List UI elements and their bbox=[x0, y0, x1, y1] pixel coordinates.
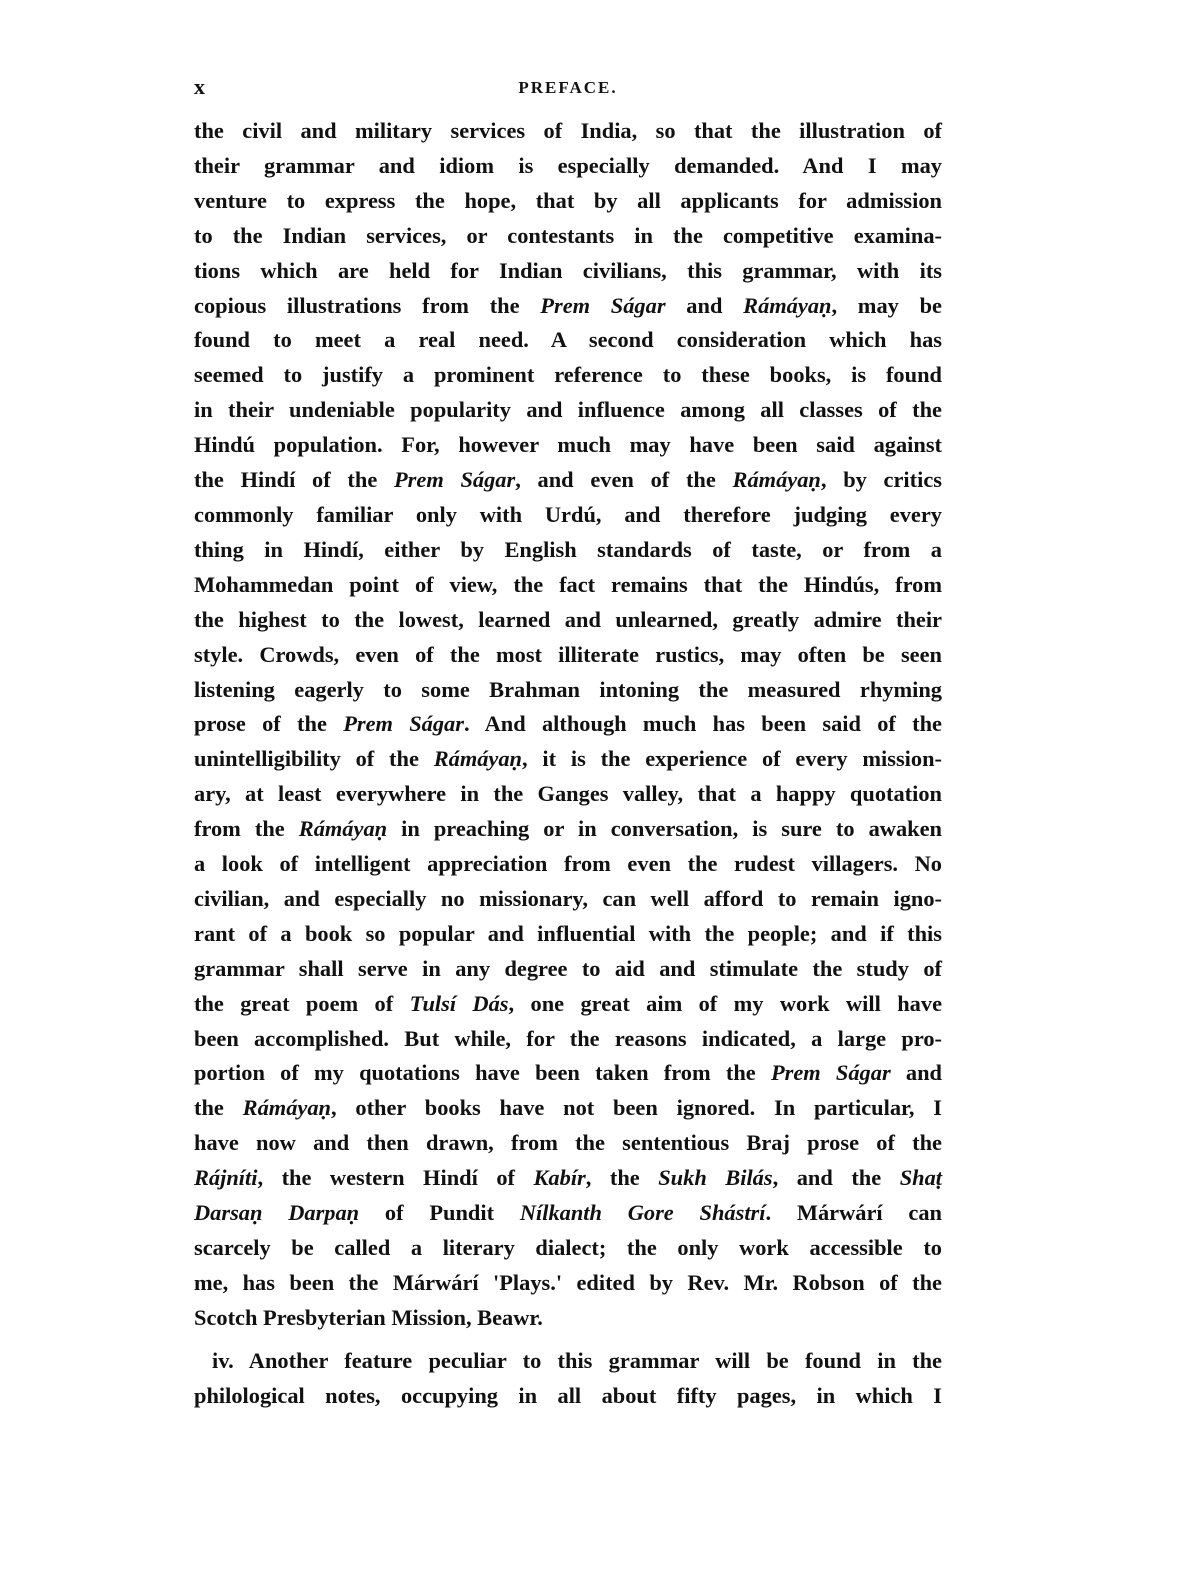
text-line: me, has been the Márwárí 'Plays.' edited by Rev. Mr. Robson of the bbox=[194, 1269, 942, 1295]
text-line: listening eagerly to some Brahman intoning the measured rhyming bbox=[194, 676, 942, 702]
italic-title: Rámáyaṇ bbox=[298, 816, 388, 842]
text-line: philological notes, occupying in all about fifty pages, in which I bbox=[194, 1382, 942, 1408]
text-line: unintelligibility of the Rámáyaṇ, it is the experience of every mission- bbox=[194, 746, 942, 772]
italic-title: Sukh Bilás bbox=[658, 1165, 773, 1191]
italic-title: Rámáyaṇ bbox=[732, 467, 821, 493]
text-line: grammar shall serve in any degree to aid and stimulate the study of bbox=[194, 955, 942, 981]
italic-title: Kabír bbox=[533, 1165, 586, 1191]
text-line: portion of my quotations have been taken from the Prem Ságar and bbox=[194, 1060, 942, 1086]
italic-title: Nílkanth Gore Shástrí bbox=[519, 1200, 766, 1226]
italic-title: Shaṭ bbox=[899, 1165, 943, 1191]
text-line: in their undeniable popularity and influence among all classes of the bbox=[194, 397, 942, 423]
page-number: x bbox=[194, 74, 206, 99]
text-line: their grammar and idiom is especially demanded. And I may bbox=[194, 152, 942, 178]
text-line: found to meet a real need. A second consideration which has bbox=[194, 327, 942, 353]
text-line: Rájníti, the western Hindí of Kabír, the Sukh Bilás, and the Shaṭ bbox=[194, 1165, 943, 1191]
text-line: commonly familiar only with Urdú, and therefore judging every bbox=[194, 501, 942, 527]
text-line: rant of a book so popular and influential with the people; and if this bbox=[194, 920, 942, 946]
italic-title: Rámáyaṇ bbox=[743, 292, 832, 318]
text-line: the Hindí of the Prem Ságar, and even of the Rámáyaṇ, by critics bbox=[194, 467, 942, 493]
italic-title: Prem Ságar bbox=[770, 1060, 891, 1086]
italic-title: Rámáyaṇ bbox=[242, 1095, 331, 1121]
document-page bbox=[194, 74, 942, 1414]
text-line: been accomplished. But while, for the reasons indicated, a large pro- bbox=[194, 1025, 942, 1051]
text-line: Darsaṇ Darpaṇ of Pundit Nílkanth Gore Shástrí. Márwárí can bbox=[194, 1200, 942, 1226]
body-text bbox=[194, 114, 942, 1414]
text-line: venture to express the hope, that by all applicants for admission bbox=[194, 187, 942, 213]
text-line: the civil and military services of India, so that the illustration of bbox=[194, 118, 942, 143]
italic-title: Rámáyaṇ bbox=[433, 746, 523, 772]
text-line: the highest to the lowest, learned and unlearned, greatly admire their bbox=[194, 606, 942, 632]
text-line: a look of intelligent appreciation from even the rudest villagers. No bbox=[194, 851, 942, 877]
text-line: Scotch Presbyterian Mission, Beawr. bbox=[194, 1304, 543, 1330]
italic-title: Rájníti bbox=[194, 1165, 258, 1191]
text-line: Mohammedan point of view, the fact remains that the Hindús, from bbox=[194, 571, 942, 597]
text-line: thing in Hindí, either by English standards of taste, or from a bbox=[194, 536, 942, 562]
italic-title: Prem Ságar bbox=[540, 292, 666, 318]
text-line: Hindú population. For, however much may have been said against bbox=[194, 432, 942, 458]
text-line: civilian, and especially no missionary, can well afford to remain igno- bbox=[194, 885, 942, 911]
text-line: to the Indian services, or contestants in the competitive examina- bbox=[194, 222, 942, 248]
text-line: iv. Another feature peculiar to this grammar will be found in the bbox=[212, 1347, 942, 1373]
italic-title: Prem Ságar bbox=[394, 467, 516, 493]
text-line: from the Rámáyaṇ in preaching or in conversation, is sure to awaken bbox=[194, 816, 942, 842]
text-line: tions which are held for Indian civilians, this grammar, with its bbox=[194, 257, 942, 283]
text-line: the Rámáyaṇ, other books have not been ignored. In particular, I bbox=[194, 1095, 942, 1121]
text-line: style. Crowds, even of the most illiterate rustics, may often be seen bbox=[194, 641, 942, 667]
italic-title: Tulsí Dás bbox=[409, 990, 509, 1016]
text-line: the great poem of Tulsí Dás, one great aim of my work will have bbox=[194, 990, 943, 1016]
text-line: copious illustrations from the Prem Ságar and Rámáyaṇ, may be bbox=[194, 292, 942, 318]
text-line: ary, at least everywhere in the Ganges valley, that a happy quotation bbox=[194, 781, 942, 807]
text-line: prose of the Prem Ságar. And although much has been said of the bbox=[194, 711, 942, 737]
page-header bbox=[194, 74, 942, 114]
running-title: PREFACE. bbox=[518, 78, 618, 97]
text-line: scarcely be called a literary dialect; the only work accessible to bbox=[194, 1235, 942, 1260]
italic-title: Prem Ságar bbox=[343, 711, 464, 737]
italic-title: Darsaṇ Darpaṇ bbox=[194, 1200, 360, 1226]
text-line: have now and then drawn, from the sententious Braj prose of the bbox=[194, 1130, 942, 1156]
text-line: seemed to justify a prominent reference to these books, is found bbox=[194, 362, 942, 388]
